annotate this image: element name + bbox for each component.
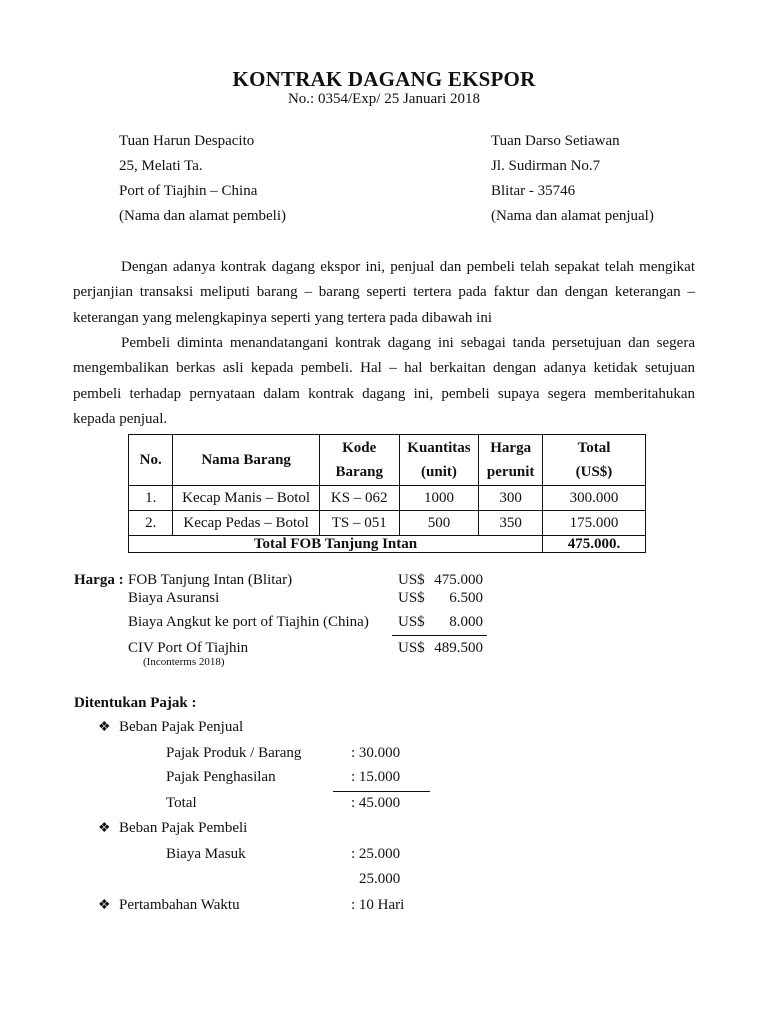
buyer-tax-total: 25.000 (359, 871, 401, 887)
price-amount-civ: 489.500 (434, 640, 483, 656)
seller-caption: (Nama dan alamat penjual) (491, 208, 654, 224)
price-desc-insurance: Biaya Asuransi (128, 590, 220, 606)
tax-item-value: : 15.000 (351, 769, 401, 785)
price-amount-freight: 8.000 (449, 614, 483, 630)
cell-item-code: KS – 062 (319, 486, 399, 511)
price-currency: US$ (398, 590, 425, 606)
cell-quantity: 1000 (399, 486, 479, 511)
table-row (129, 486, 646, 511)
paragraph-line: kepada penjual. (73, 411, 168, 428)
tax-item-label: Biaya Masuk (166, 846, 246, 862)
tax-item-value: : 30.000 (351, 745, 401, 761)
incoterms-note: (Inconterms 2018) (143, 656, 225, 668)
seller-tax-label: Beban Pajak Penjual (119, 719, 244, 735)
price-desc-civ: CIV Port Of Tiajhin (128, 640, 249, 656)
buyer-address-2: Port of Tiajhin – China (119, 183, 258, 199)
header-total: Total (US$) (542, 435, 645, 486)
paragraph-line: pembeli terhadap pernyataan dalam kontrak dagang ini, pembeli supaya segera memberitahukan (73, 385, 695, 402)
seller-address-2: Blitar - 35746 (491, 183, 576, 199)
cell-no: 1. (129, 486, 173, 511)
price-currency: US$ (398, 572, 425, 588)
time-extension-label: Pertambahan Waktu (119, 897, 240, 913)
header-item-name: Nama Barang (173, 435, 319, 486)
table-footer-row (129, 536, 646, 553)
paragraph-line: keterangan yang melengkapinya seperti yang tertera pada dibawah ini (73, 309, 492, 326)
header-quantity: Kuantitas (unit) (399, 435, 479, 486)
cell-unit-price: 300 (479, 486, 543, 511)
cell-quantity: 500 (399, 511, 479, 536)
tax-sum-underline (333, 791, 430, 792)
agreement-paragraph (73, 255, 695, 331)
price-desc-fob: FOB Tanjung Intan (Blitar) (128, 572, 293, 588)
seller-address-1: Jl. Sudirman No.7 (491, 158, 601, 174)
paragraph-line: Dengan adanya kontrak dagang ekspor ini, penjual dan pembeli telah sepakat telah mengikat (121, 259, 695, 275)
tax-item-value: : 45.000 (351, 795, 401, 811)
goods-table (128, 434, 646, 553)
sum-underline (392, 635, 487, 636)
header-item-code: Kode Barang (319, 435, 399, 486)
cell-total: 300.000 (542, 486, 645, 511)
cell-item-name: Kecap Pedas – Botol (173, 511, 319, 536)
time-extension-value: : 10 Hari (351, 897, 405, 913)
cell-total: 175.000 (542, 511, 645, 536)
paragraph-line: mengembalikan berkas asli kepada pembeli. Hal – hal berkaitan dengan adanya ketidak setujuan (73, 360, 695, 377)
price-amount-insurance: 6.500 (449, 590, 483, 606)
tax-heading: Ditentukan Pajak : (74, 695, 197, 711)
tax-item-label: Total (166, 795, 197, 811)
diamond-bullet-icon: ❖ (98, 720, 111, 735)
buyer-name: Tuan Harun Despacito (119, 133, 255, 149)
table-row (129, 511, 646, 536)
diamond-bullet-icon: ❖ (98, 898, 111, 913)
header-no: No. (129, 435, 173, 486)
table-header-row (129, 435, 646, 486)
footer-total: 475.000. (542, 536, 645, 553)
buyer-caption: (Nama dan alamat pembeli) (119, 208, 287, 224)
cell-unit-price: 350 (479, 511, 543, 536)
contract-number: No.: 0354/Exp/ 25 Januari 2018 (287, 91, 481, 107)
diamond-bullet-icon: ❖ (98, 821, 111, 836)
document-title: KONTRAK DAGANG EKSPOR (232, 67, 536, 91)
cell-item-name: Kecap Manis – Botol (173, 486, 319, 511)
paragraph-line: Pembeli diminta menandatangani kontrak dagang ini sebagai tanda persetujuan dan segera (121, 335, 695, 351)
seller-name: Tuan Darso Setiawan (491, 133, 620, 149)
cell-no: 2. (129, 511, 173, 536)
footer-label: Total FOB Tanjung Intan (129, 536, 543, 553)
header-unit-price: Harga perunit (479, 435, 543, 486)
tax-item-value: : 25.000 (351, 846, 401, 862)
cell-item-code: TS – 051 (319, 511, 399, 536)
price-currency: US$ (398, 640, 425, 656)
pricing-label: Harga : (74, 572, 124, 588)
buyer-tax-label: Beban Pajak Pembeli (119, 820, 248, 836)
paragraph-line: perjanjian transaksi meliputi barang – barang seperti tertera pada faktur dan dengan keterangan – (73, 284, 695, 301)
price-currency: US$ (398, 614, 425, 630)
tax-item-label: Pajak Penghasilan (166, 769, 276, 785)
price-amount-fob: 475.000 (434, 572, 483, 588)
tax-item-label: Pajak Produk / Barang (166, 745, 302, 761)
price-desc-freight: Biaya Angkut ke port of Tiajhin (China) (128, 614, 369, 630)
instruction-paragraph (73, 331, 695, 433)
buyer-address-1: 25, Melati Ta. (119, 158, 203, 174)
